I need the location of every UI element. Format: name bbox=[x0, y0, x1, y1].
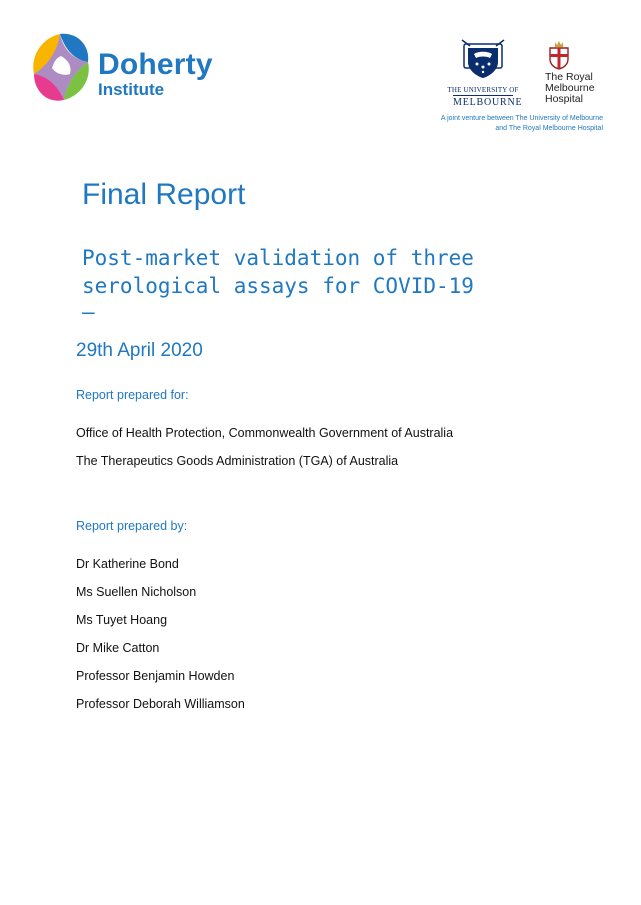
rmh-line-2: Melbourne bbox=[545, 82, 595, 94]
joint-venture-note bbox=[441, 114, 603, 134]
author-name: Dr Katherine Bond bbox=[76, 557, 179, 571]
author-name: Ms Tuyet Hoang bbox=[76, 613, 168, 627]
report-title: Final Report bbox=[82, 178, 246, 211]
unimelb-logo bbox=[447, 38, 523, 110]
author-name: Professor Benjamin Howden bbox=[76, 669, 235, 683]
doherty-institute-logo bbox=[30, 30, 230, 110]
doherty-word-2: Institute bbox=[98, 80, 165, 99]
report-date: 29th April 2020 bbox=[76, 340, 203, 361]
doherty-wordmark bbox=[98, 50, 213, 98]
prepared-for-label: Report prepared for: bbox=[76, 388, 189, 402]
joint-venture-line-1: A joint venture between The University of Melbourne bbox=[440, 115, 603, 122]
joint-venture-line-2: and The Royal Melbourne Hospital bbox=[495, 125, 603, 132]
prepared-for-item: Office of Health Protection, Commonwealth Government of Australia bbox=[76, 426, 454, 440]
unimelb-line-2: MELBOURNE bbox=[453, 97, 523, 108]
unimelb-crest-icon bbox=[460, 38, 506, 82]
unimelb-line-1: THE UNIVERSITY OF bbox=[447, 86, 519, 94]
prepared-for-item: The Therapeutics Goods Administration (TGA) of Australia bbox=[76, 454, 399, 468]
rmh-logo bbox=[545, 40, 613, 105]
rmh-line-1: The Royal bbox=[545, 71, 593, 83]
author-name: Dr Mike Catton bbox=[76, 641, 160, 655]
rmh-line-3: Hospital bbox=[545, 93, 583, 105]
author-name: Ms Suellen Nicholson bbox=[76, 585, 197, 599]
report-subtitle: Post-market validation of three serological assays for COVID-19 bbox=[82, 246, 474, 298]
subtitle-dash: – bbox=[82, 300, 95, 324]
rmh-crest-icon bbox=[548, 40, 570, 70]
prepared-by-label: Report prepared by: bbox=[76, 519, 188, 533]
doherty-petal-icon bbox=[30, 30, 94, 106]
doherty-word-1: Doherty bbox=[98, 48, 213, 81]
author-name: Professor Deborah Williamson bbox=[76, 697, 245, 711]
